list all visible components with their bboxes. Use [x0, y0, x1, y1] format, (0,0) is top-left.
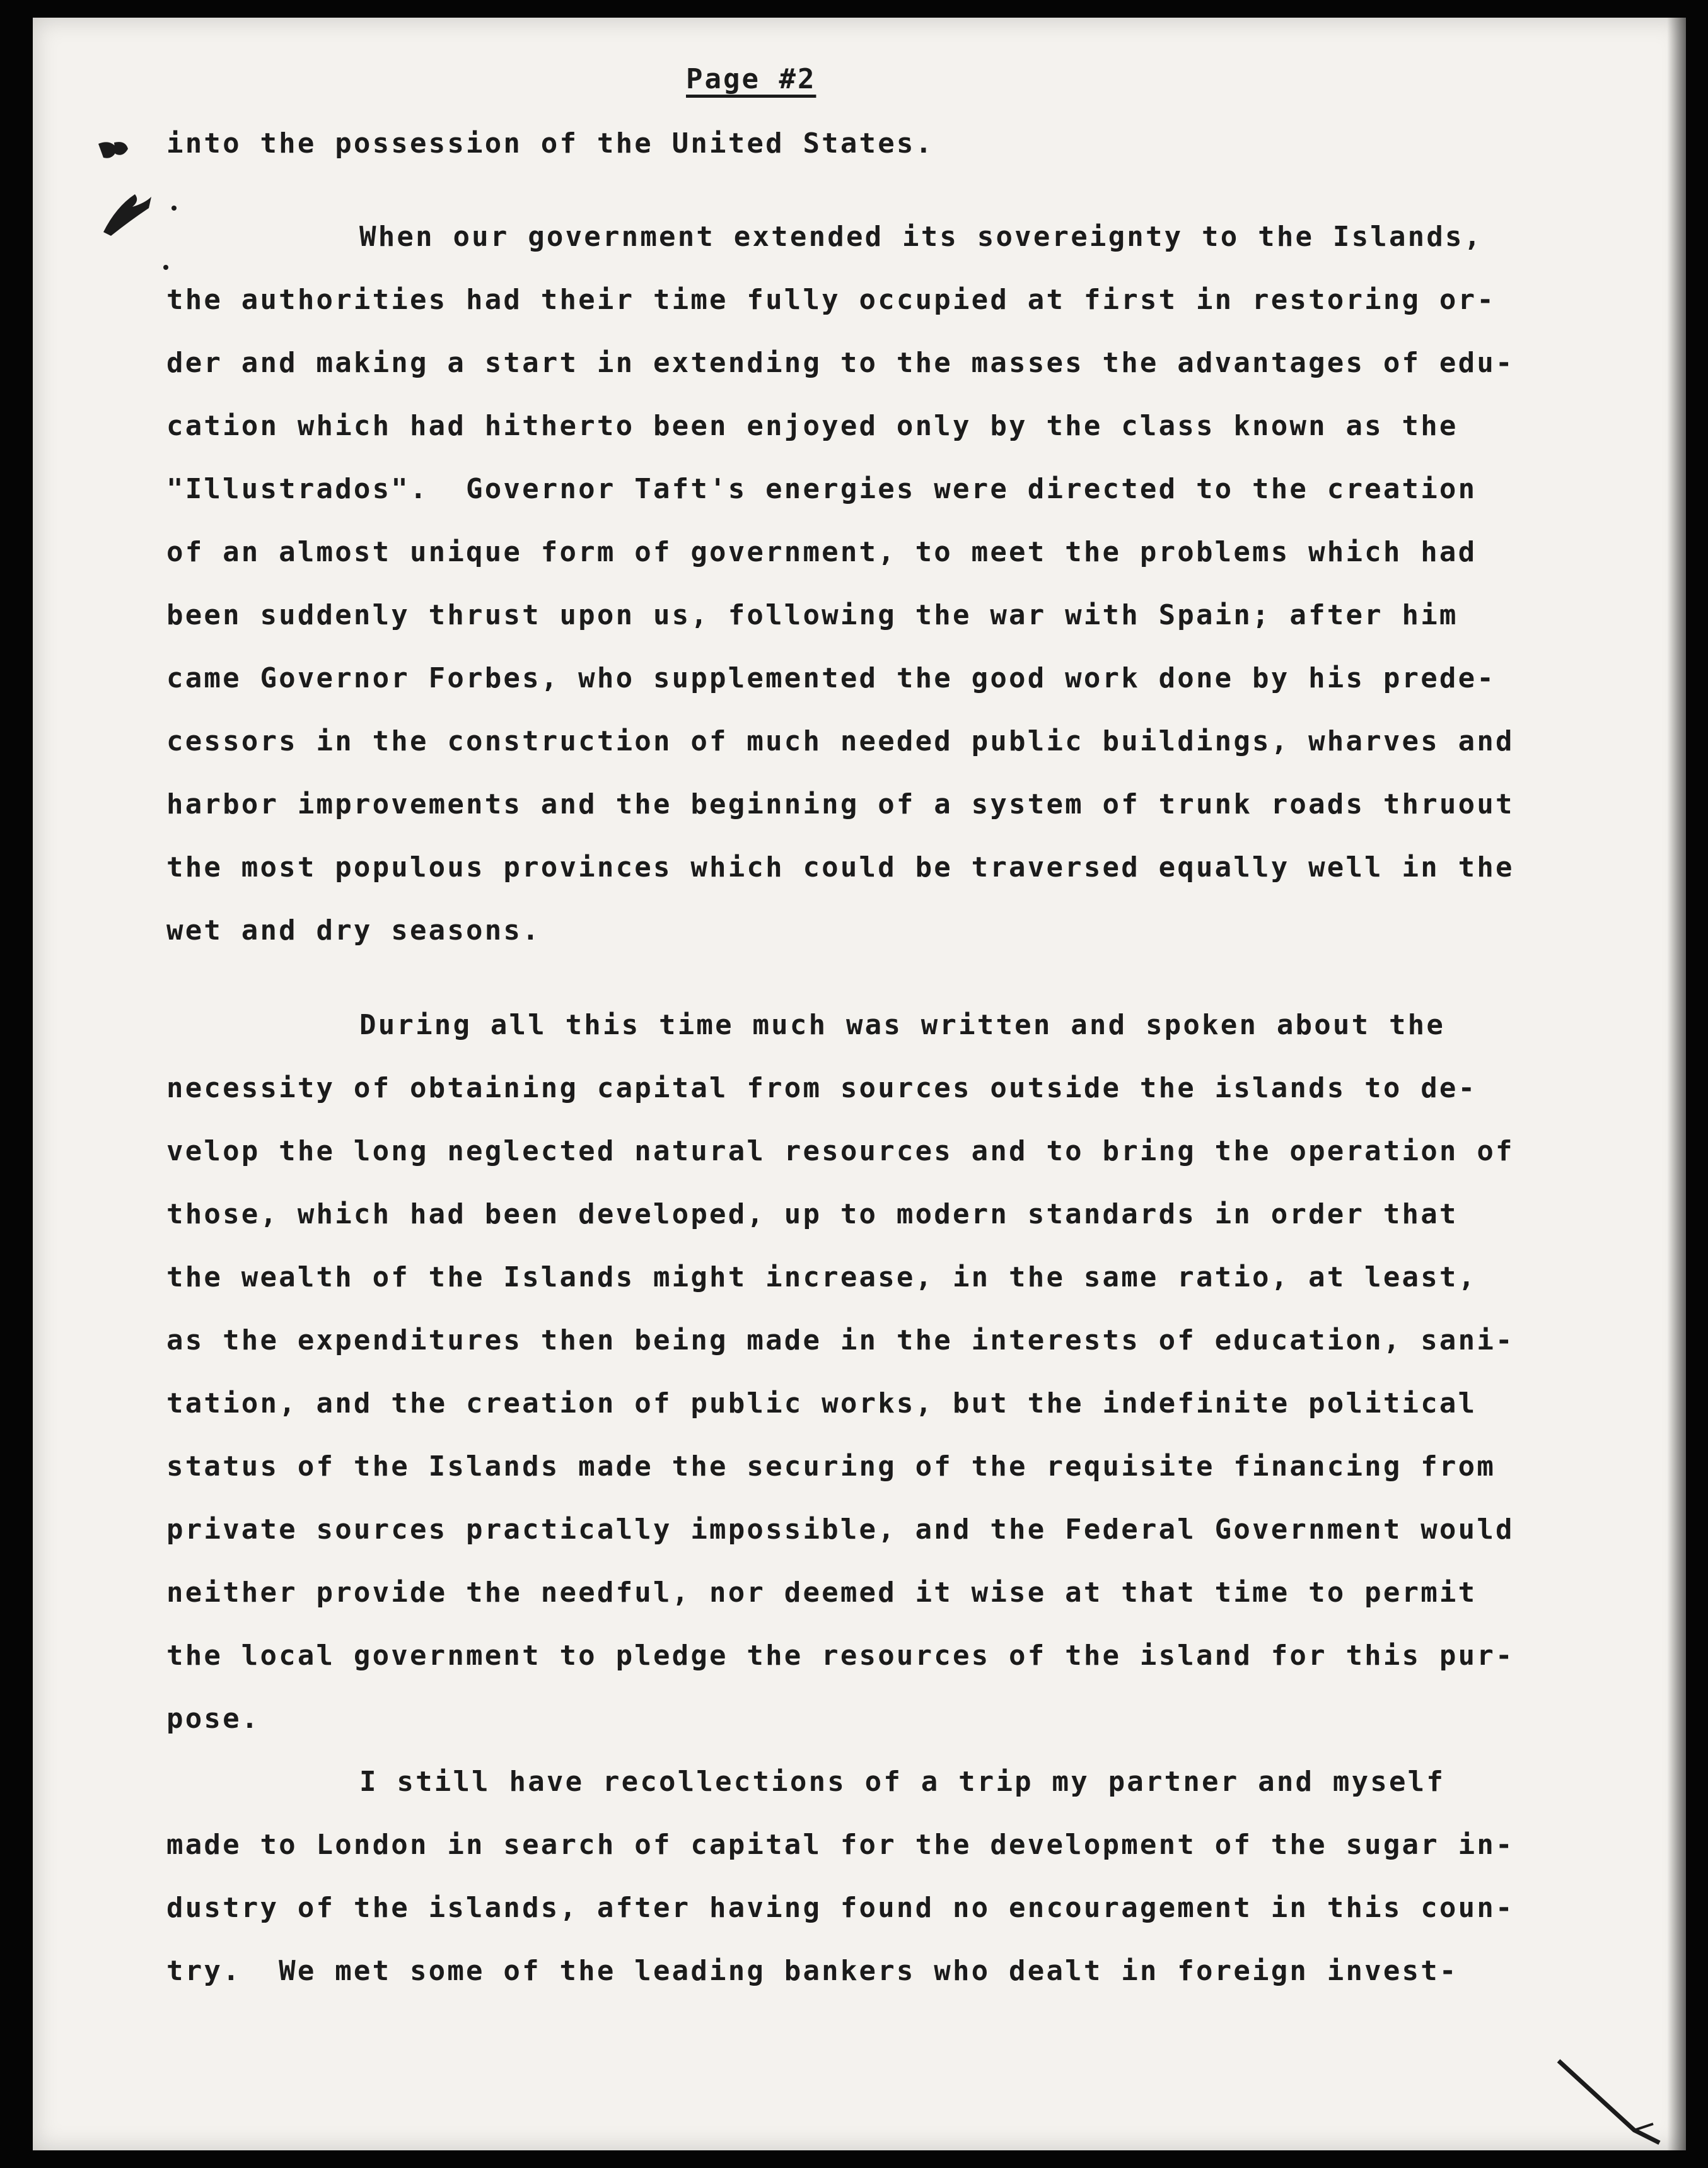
text-line: the local government to pledge the resources of the island for this pur- — [166, 1640, 1514, 1672]
text-line: der and making a start in extending to the masses the advantages of edu- — [166, 347, 1514, 379]
text-line: made to London in search of capital for the development of the sugar in- — [166, 1829, 1514, 1861]
text-line: the authorities had their time fully occupied at first in restoring or- — [166, 284, 1496, 316]
text-line: the most populous provinces which could be traversed equally well in the — [166, 851, 1514, 883]
page-number: Page #2 — [686, 63, 816, 95]
text-line: dustry of the islands, after having found no encouragement in this coun- — [166, 1892, 1514, 1924]
text-line: been suddenly thrust upon us, following the war with Spain; after him — [166, 599, 1458, 631]
text-line: pose. — [166, 1703, 260, 1735]
text-line: private sources practically impossible, and the Federal Government would — [166, 1513, 1514, 1546]
text-line: wet and dry seasons. — [166, 914, 541, 947]
text-line: tation, and the creation of public works, but the indefinite political — [166, 1387, 1477, 1419]
text-line: harbor improvements and the beginning of a system of trunk roads thruout — [166, 788, 1514, 820]
text-line: cation which had hitherto been enjoyed only by the class known as the — [166, 410, 1458, 442]
text-line: try. We met some of the leading bankers who dealt in foreign invest- — [166, 1955, 1458, 1987]
typewritten-page — [33, 18, 1686, 2150]
text-line: During all this time much was written and spoken about the — [359, 1009, 1446, 1041]
body-text — [166, 18, 1604, 1987]
text-line: neither provide the needful, nor deemed it wise at that time to permit — [166, 1576, 1477, 1609]
text-line: "Illustrados". Governor Taft's energies were directed to the creation — [166, 473, 1477, 505]
text-line: status of the Islands made the securing of the requisite financing from — [166, 1450, 1496, 1483]
text-line: as the expenditures then being made in the interests of education, sani- — [166, 1324, 1514, 1356]
ink-scratch — [1546, 2054, 1672, 2149]
page-edge-shadow — [1667, 18, 1686, 2150]
text-line: the wealth of the Islands might increase, in the same ratio, at least, — [166, 1261, 1477, 1293]
text-line: necessity of obtaining capital from sources outside the islands to de- — [166, 1072, 1477, 1104]
text-line: velop the long neglected natural resources and to bring the operation of — [166, 1135, 1514, 1167]
text-line: came Governor Forbes, who supplemented the good work done by his prede- — [166, 662, 1496, 694]
text-line: into the possession of the United States. — [166, 127, 934, 160]
text-line: I still have recollections of a trip my partner and myself — [359, 1766, 1446, 1798]
text-line: cessors in the construction of much needed public buildings, wharves and — [166, 725, 1514, 757]
text-line: those, which had been developed, up to modern standards in order that — [166, 1198, 1458, 1230]
text-line: of an almost unique form of government, to meet the problems which had — [166, 536, 1477, 568]
text-line: When our government extended its sovereignty to the Islands, — [359, 221, 1483, 253]
